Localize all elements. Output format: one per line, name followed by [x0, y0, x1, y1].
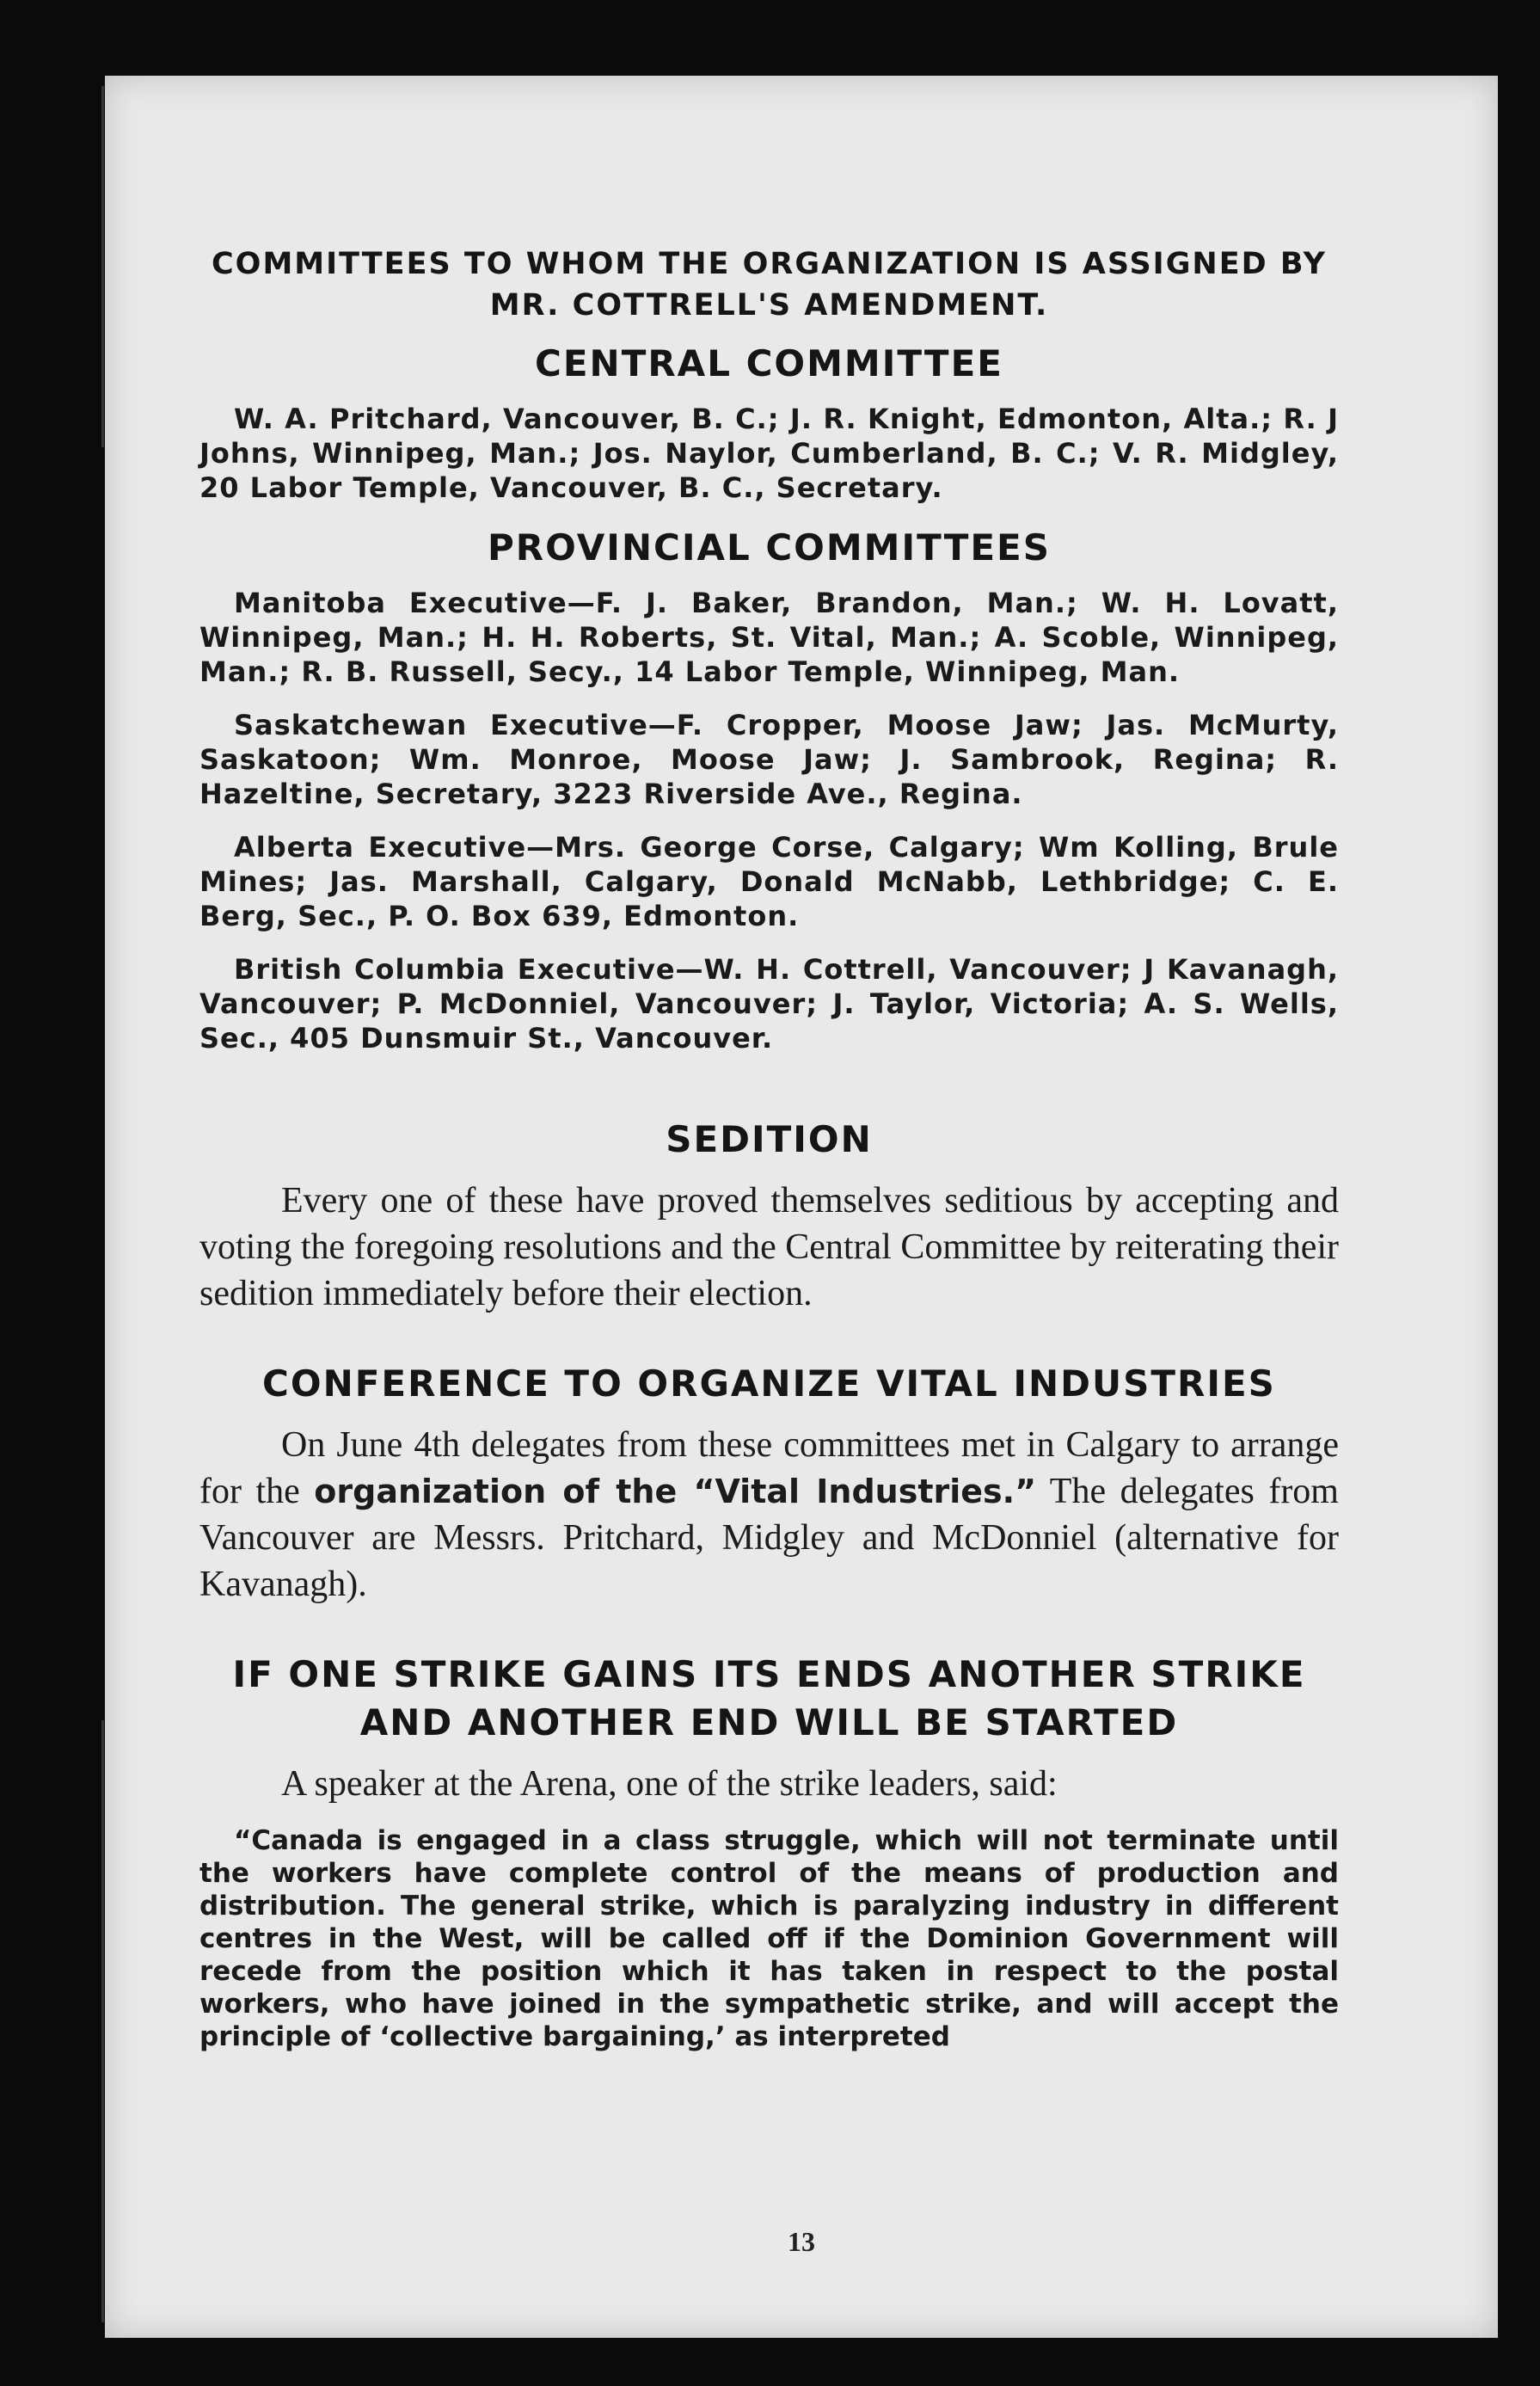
document-page — [105, 76, 1498, 2338]
page-number: 13 — [788, 2226, 815, 2257]
central-committee-title: CENTRAL COMMITTEE — [535, 342, 1003, 384]
conference-title: CONFERENCE TO ORGANIZE VITAL INDUSTRIES — [262, 1362, 1276, 1405]
central-committee-members: W. A. Pritchard, Vancouver, B. C.; J. R. Knight, Edmonton, Alta.; R. J Johns, Winnipeg, Man.; Jos. Naylor, Cumberland, B. C.; V. R. Midgley, 20 Labor Temple, Vancouver, B. C., Secretary. — [199, 403, 1339, 504]
saskatchewan-executive: Saskatchewan Executive—F. Cropper, Moose Jaw; Jas. McMurty, Saskatoon; Wm. Monroe, Moose Jaw; J. Sambrook, Regina; R. Hazeltine, Secretary, 3223 Riverside Ave., Regina. — [199, 709, 1339, 810]
conference-text-start: On June 4th delegates from these committees met in Calgary to arrange for the — [199, 1425, 1339, 1511]
sedition-title: SEDITION — [666, 1118, 873, 1160]
conference-text-end: The delegates from Vancouver are Messrs. Pritchard, Midgley and McDonniel (alternative for Kavanagh). — [199, 1472, 1339, 1604]
sedition-text: Every one of these have proved themselves seditious by accepting and voting the foregoing resolutions and the Central Committee by reiterating their sedition immediately before their election. — [199, 1181, 1340, 1313]
binding-edge-mark — [101, 86, 104, 447]
british-columbia-executive: British Columbia Executive—W. H. Cottrell, Vancouver; J Kavanagh, Vancouver; P. McDonniel, Vancouver; J. Taylor, Victoria; A. S. Wells, Sec., 405 Dunsmuir St., Vancouver. — [199, 953, 1339, 1055]
binding-edge-mark — [101, 1720, 104, 2322]
page-content — [199, 243, 1339, 2053]
committees-heading: COMMITTEES TO WHOM THE ORGANIZATION IS ASSIGNED BY MR. COTTRELL'S AMENDMENT. — [212, 247, 1327, 323]
strike-title: IF ONE STRIKE GAINS ITS ENDS ANOTHER STRIKE AND ANOTHER END WILL BE STARTED — [232, 1653, 1306, 1743]
provincial-committees-title: PROVINCIAL COMMITTEES — [488, 526, 1051, 569]
strike-intro: A speaker at the Arena, one of the strike leaders, said: — [281, 1764, 1058, 1804]
strike-quote: “Canada is engaged in a class struggle, which will not terminate until the workers have complete control of the means of production and distribution. The general strike, which is paralyzing industry in different centres in the West, will be called off if the Dominion Government will recede from the position which it has taken in respect to the postal workers, who have joined in the sympathetic strike, and will accept the principle of ‘collective bargaining,’ as interpreted — [199, 1825, 1339, 2052]
conference-text — [199, 1422, 1339, 1608]
conference-text-emphasis: organization of the “Vital Industries.” — [314, 1473, 1037, 1510]
alberta-executive: Alberta Executive—Mrs. George Corse, Calgary; Wm Kolling, Brule Mines; Jas. Marshall, Calgary, Donald McNabb, Lethbridge; C. E. Berg, Sec., P. O. Box 639, Edmonton. — [199, 831, 1339, 932]
manitoba-executive: Manitoba Executive—F. J. Baker, Brandon, Man.; W. H. Lovatt, Winnipeg, Man.; H. H. Roberts, St. Vital, Man.; A. Scoble, Winnipeg, Man.; R. B. Russell, Secy., 14 Labor Temple, Winnipeg, Man. — [199, 587, 1339, 688]
